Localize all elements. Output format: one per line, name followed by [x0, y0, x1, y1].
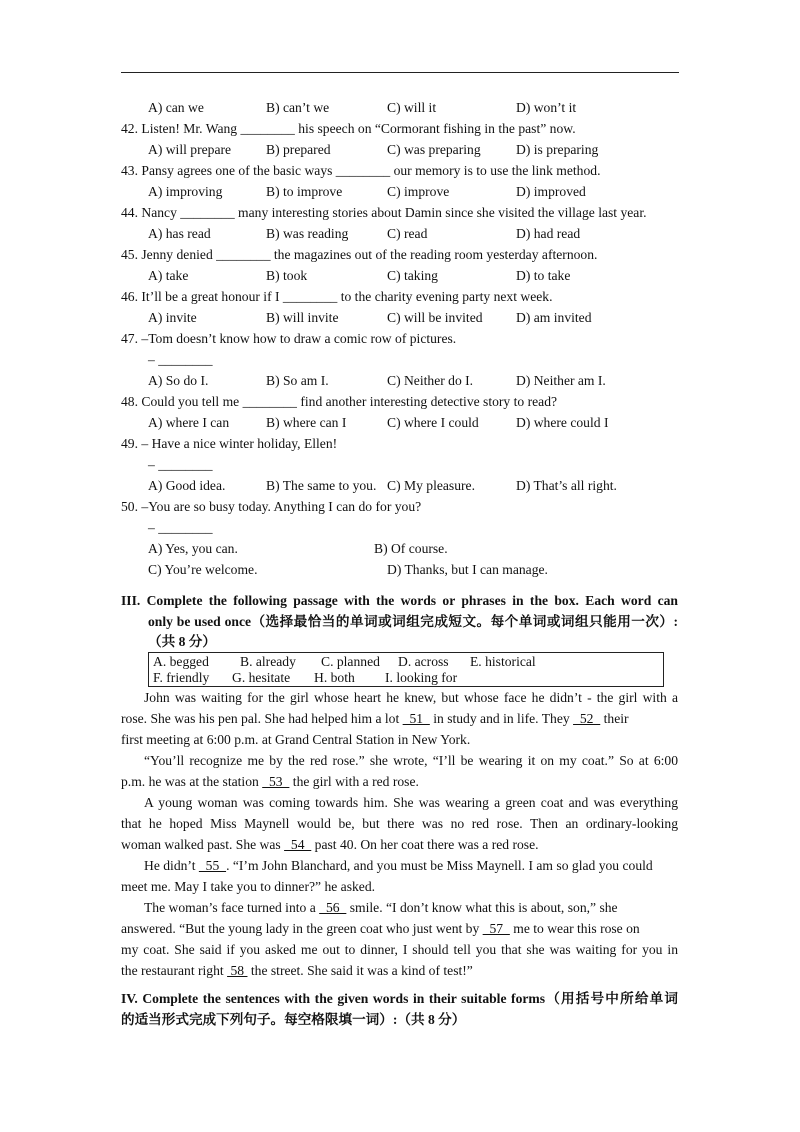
section3-heading-line1: III. Complete the following passage with the words or phrases in the box. Each word can [121, 593, 678, 608]
blank-53: 53 [262, 774, 290, 789]
q49-option-d: D) That’s all right. [516, 478, 617, 493]
passage-line: The woman’s face turned into a 56 smile. “I don’t know what this is about, son,” she [144, 900, 618, 915]
q50-option-d: D) Thanks, but I can manage. [387, 562, 548, 577]
q43-stem: 43. Pansy agrees one of the basic ways ________ our memory is to use the link method. [121, 163, 601, 178]
q43-option-d: D) improved [516, 184, 586, 199]
q47-stem: 47. –Tom doesn’t know how to draw a comic row of pictures. [121, 331, 457, 346]
q50-stem: 50. –You are so busy today. Anything I can do for you? [121, 499, 422, 514]
passage-line: answered. “But the young lady in the green coat who just went by 57 me to wear this rose on [121, 921, 640, 936]
q42-option-c: C) was preparing [387, 142, 481, 157]
q50-option-a: A) Yes, you can. [148, 541, 238, 556]
q44-option-b: B) was reading [266, 226, 349, 241]
q49-stem: 49. – Have a nice winter holiday, Ellen! [121, 436, 338, 451]
section3-heading-line2: only be used once（选择最恰当的单词或词组完成短文。每个单词或词组只能用一次）: [148, 614, 678, 629]
q43-option-c: C) improve [387, 184, 450, 199]
q41-option-c: C) will it [387, 100, 437, 115]
word-box-item: E. historical [470, 654, 536, 669]
section4-heading-line1: IV. Complete the sentences with the given words in their suitable forms（用括号中所给单词 [121, 991, 678, 1006]
q49-reply: – ________ [148, 457, 213, 472]
q47-reply: – ________ [148, 352, 213, 367]
word-box-item: B. already [240, 654, 296, 669]
q49-option-c: C) My pleasure. [387, 478, 475, 493]
blank-54: 54 [284, 837, 312, 852]
q44-option-d: D) had read [516, 226, 581, 241]
q50-reply: – ________ [148, 520, 213, 535]
blank-51: 51 [402, 711, 430, 726]
word-box-item: A. begged [153, 654, 209, 669]
passage-line: p.m. he was at the station 53 the girl with a red rose. [121, 774, 419, 789]
q46-stem: 46. It’ll be a great honour if I ________ to the charity evening party next week. [121, 289, 553, 304]
passage-line: “You’ll recognize me by the red rose.” she wrote, “I’ll be wearing it on my coat.” So at 6:00 [144, 753, 678, 768]
passage-line: first meeting at 6:00 p.m. at Grand Central Station in New York. [121, 732, 471, 747]
q46-option-c: C) will be invited [387, 310, 483, 325]
q42-option-d: D) is preparing [516, 142, 599, 157]
q50-option-b: B) Of course. [374, 541, 448, 556]
q43-option-b: B) to improve [266, 184, 343, 199]
section3-heading-line3: （共 8 分） [148, 634, 216, 649]
q42-stem: 42. Listen! Mr. Wang ________ his speech on “Cormorant fishing in the past” now. [121, 121, 576, 136]
passage-line: He didn’t 55 . “I’m John Blanchard, and you must be Miss Maynell. I am so glad you could [144, 858, 653, 873]
blank-56: 56 [319, 900, 347, 915]
q47-option-d: D) Neither am I. [516, 373, 606, 388]
passage-line: John was waiting for the girl whose heart he knew, but whose face he didn’t - the girl with a [144, 690, 678, 705]
passage-line: meet me. May I take you to dinner?” he asked. [121, 879, 376, 894]
q45-stem: 45. Jenny denied ________ the magazines out of the reading room yesterday afternoon. [121, 247, 598, 262]
word-box-item: I. looking for [385, 670, 458, 685]
header-rule [121, 72, 679, 73]
q43-option-a: A) improving [148, 184, 223, 199]
blank-55: 55 [198, 858, 227, 873]
q41-option-d: D) won’t it [516, 100, 577, 115]
q46-option-d: D) am invited [516, 310, 592, 325]
q48-option-c: C) where I could [387, 415, 479, 430]
q46-option-b: B) will invite [266, 310, 339, 325]
word-box-item: D. across [398, 654, 449, 669]
q41-option-a: A) can we [148, 100, 204, 115]
q49-option-a: A) Good idea. [148, 478, 226, 493]
q42-option-a: A) will prepare [148, 142, 232, 157]
q47-option-c: C) Neither do I. [387, 373, 474, 388]
q48-option-b: B) where can I [266, 415, 347, 430]
section4-heading-line2: 的适当形式完成下列句子。每空格限填一词）:（共 8 分） [121, 1012, 466, 1027]
q49-option-b: B) The same to you. [266, 478, 377, 493]
passage-line: that he hoped Miss Maynell would be, but there was no red rose. Then an ordinary-looking [121, 816, 678, 831]
passage-line: my coat. She said if you asked me out to dinner, I should tell you that she was waiting for you in [121, 942, 678, 957]
blank-57: 57 [482, 921, 510, 936]
q45-option-c: C) taking [387, 268, 438, 283]
q50-option-c: C) You’re welcome. [148, 562, 258, 577]
passage-line: the restaurant right 58 the street. She said it was a kind of test!” [121, 963, 473, 978]
word-box-item: F. friendly [153, 670, 210, 685]
word-box-item: G. hesitate [232, 670, 291, 685]
word-box-item: C. planned [321, 654, 380, 669]
passage-line: woman walked past. She was 54 past 40. On her coat there was a red rose. [121, 837, 539, 852]
word-box-item: H. both [314, 670, 355, 685]
q45-option-d: D) to take [516, 268, 571, 283]
q42-option-b: B) prepared [266, 142, 331, 157]
q47-option-a: A) So do I. [148, 373, 209, 388]
blank-58: 58 [227, 963, 248, 978]
q48-option-d: D) where could I [516, 415, 609, 430]
q44-stem: 44. Nancy ________ many interesting stories about Damin since she visited the village last year. [121, 205, 647, 220]
q44-option-a: A) has read [148, 226, 211, 241]
q48-option-a: A) where I can [148, 415, 230, 430]
q45-option-a: A) take [148, 268, 189, 283]
passage-line: A young woman was coming towards him. She was wearing a green coat and was everything [144, 795, 678, 810]
blank-52: 52 [573, 711, 601, 726]
q47-option-b: B) So am I. [266, 373, 329, 388]
passage-line: rose. She was his pen pal. She had helped him a lot 51 in study and in life. They 52 their [121, 711, 629, 726]
q48-stem: 48. Could you tell me ________ find another interesting detective story to read? [121, 394, 558, 409]
q46-option-a: A) invite [148, 310, 197, 325]
q45-option-b: B) took [266, 268, 308, 283]
q44-option-c: C) read [387, 226, 428, 241]
q41-option-b: B) can’t we [266, 100, 330, 115]
